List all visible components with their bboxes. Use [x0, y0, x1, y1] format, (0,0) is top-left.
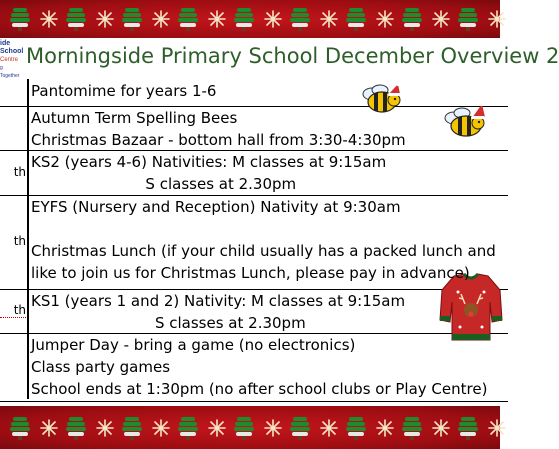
- christmas-tree-icon: [122, 6, 142, 36]
- christmas-tree-icon: [66, 6, 86, 36]
- bee-with-santa-hat-icon: [440, 98, 490, 140]
- date-cell: th: [13, 164, 26, 179]
- snowflake-icon: [376, 419, 394, 441]
- snowflake-icon: [432, 10, 450, 32]
- christmas-tree-icon: [66, 415, 86, 445]
- event-text-line: S classes at 2.30pm: [31, 175, 297, 193]
- school-logo: [0, 40, 24, 79]
- christmas-tree-icon: [234, 415, 254, 445]
- logo-text-1: ide: [0, 40, 11, 47]
- event-text-line: Pantomime for years 1-6: [31, 82, 217, 100]
- snowflake-icon: [488, 10, 506, 32]
- snowflake-icon: [40, 419, 58, 441]
- christmas-tree-icon: [122, 415, 142, 445]
- page-title: Morningside Primary School December Overview 2: [26, 44, 559, 68]
- christmas-tree-icon: [346, 415, 366, 445]
- event-text-line: like to join us for Christmas Lunch, please pay in advance): [31, 264, 470, 282]
- bee-with-santa-hat-icon: [358, 76, 406, 116]
- snowflake-icon: [208, 419, 226, 441]
- bottom-festive-border: [0, 406, 500, 449]
- event-text-line: Christmas Lunch (if your child usually has a packed lunch and: [31, 242, 496, 260]
- snowflake-icon: [264, 419, 282, 441]
- event-text-line: EYFS (Nursery and Reception) Nativity at 9:30am: [31, 198, 401, 216]
- event-text-line: KS1 (years 1 and 2) Nativity: M classes at 9:15am: [31, 292, 406, 310]
- date-cell: th: [13, 234, 26, 248]
- christmas-tree-icon: [234, 6, 254, 36]
- christmas-tree-icon: [290, 6, 310, 36]
- snowflake-icon: [96, 10, 114, 32]
- event-text-line: School ends at 1:30pm (no after school clubs or Play Centre): [31, 380, 488, 398]
- event-text-line: Class party games: [31, 358, 171, 376]
- christmas-tree-icon: [402, 415, 422, 445]
- event-text-line: Christmas Bazaar - bottom hall from 3:30-4:30pm: [31, 131, 406, 149]
- snowflake-icon: [208, 10, 226, 32]
- christmas-tree-icon: [178, 415, 198, 445]
- event-text-line: S classes at 2.30pm: [31, 314, 306, 332]
- event-text-line: KS2 (years 4-6) Nativities: M classes at 9:15am: [31, 153, 387, 171]
- christmas-jumper-icon: [440, 272, 502, 344]
- date-cell: th: [0, 303, 26, 318]
- snowflake-icon: [376, 10, 394, 32]
- christmas-tree-icon: [346, 6, 366, 36]
- christmas-tree-icon: [458, 6, 478, 36]
- christmas-tree-icon: [178, 6, 198, 36]
- snowflake-icon: [320, 10, 338, 32]
- christmas-tree-icon: [458, 415, 478, 445]
- snowflake-icon: [264, 10, 282, 32]
- snowflake-icon: [432, 419, 450, 441]
- christmas-tree-icon: [402, 6, 422, 36]
- christmas-tree-icon: [10, 6, 30, 36]
- snowflake-icon: [152, 10, 170, 32]
- snowflake-icon: [96, 419, 114, 441]
- logo-text-4: g Together: [0, 65, 20, 79]
- snowflake-icon: [320, 419, 338, 441]
- top-festive-border: [0, 0, 500, 38]
- snowflake-icon: [152, 419, 170, 441]
- logo-text-2: School: [0, 48, 24, 55]
- logo-text-3: Centre: [0, 57, 19, 63]
- christmas-tree-icon: [290, 415, 310, 445]
- snowflake-icon: [488, 419, 506, 441]
- christmas-tree-icon: [10, 415, 30, 445]
- event-text-line: Jumper Day - bring a game (no electronics): [31, 336, 356, 354]
- event-text-line: Autumn Term Spelling Bees: [31, 109, 238, 127]
- snowflake-icon: [40, 10, 58, 32]
